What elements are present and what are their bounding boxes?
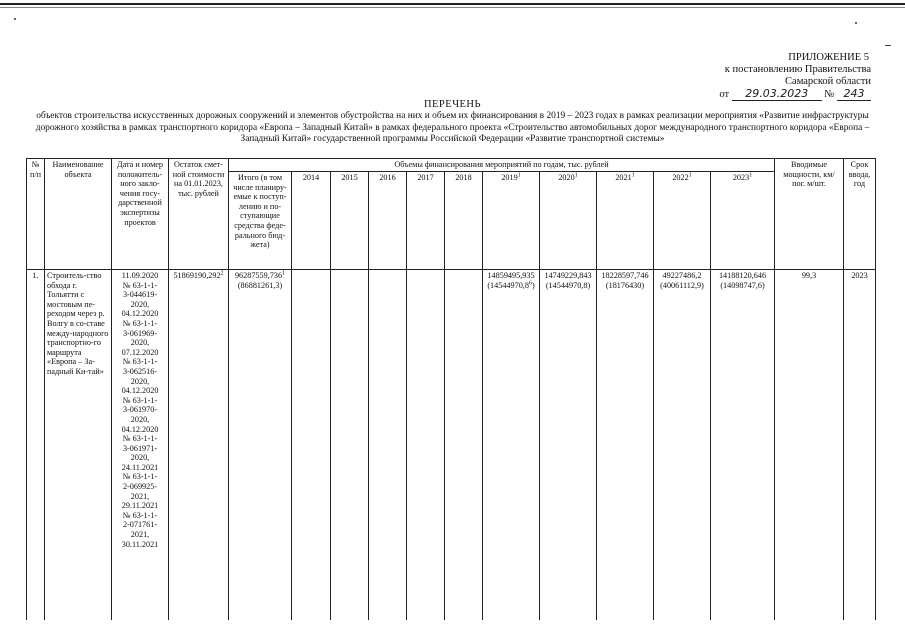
expertise-line: 3-062516- (122, 366, 158, 376)
expertise-line: 2020, (130, 299, 150, 309)
expertise-line: № 63-1-1- (122, 280, 158, 290)
appendix-decree-line: к постановлению Правительства (724, 64, 871, 75)
appendix-number-sign: № (824, 89, 835, 100)
scan-speck (855, 22, 857, 24)
expertise-line: 04.12.2020 (121, 386, 159, 396)
header-year-2015: 2015 (331, 172, 369, 270)
header-year-2019: 2019$^1$ (483, 172, 540, 270)
expertise-line: 29.11.2021 (121, 501, 159, 511)
cell-2023: 14188120,646 (14098747,6) (711, 270, 775, 620)
expertise-line: 2020, (130, 376, 150, 386)
header-num: № п/п (27, 159, 45, 270)
cell-remaining-cost: 51869190,292$^2$ (169, 270, 229, 620)
header-remaining-cost: Остаток смет-ной стоимости на 01.01.2023, тыс. рублей (169, 159, 229, 270)
appendix-date-handwritten: 29.03.2023 (732, 88, 822, 101)
appendix-heading: ПРИЛОЖЕНИЕ 5 (788, 52, 869, 63)
scan-border-shadow (0, 7, 905, 8)
expertise-line: 2021, (130, 491, 150, 501)
header-term: Срок ввода, год (844, 159, 876, 270)
header-year-2023: 2023$^1$ (711, 172, 775, 270)
cell-total: 96287559,736$^1$ (86881261,3) (229, 270, 292, 620)
expertise-line: 2-069925- (122, 482, 158, 492)
expertise-line: 3-061971- (122, 443, 158, 453)
expertise-line: № 63-1-1- (122, 395, 158, 405)
expertise-line: 3-061970- (122, 405, 158, 415)
expertise-line: 2-071761- (122, 520, 158, 530)
cell-2019: 14859495,935 (14544970,8$^6$) (483, 270, 540, 620)
cell-2015 (331, 270, 369, 620)
expertise-line: 04.12.2020 (121, 309, 159, 319)
header-year-2016: 2016 (369, 172, 407, 270)
expertise-line: 2020, (130, 453, 150, 463)
cell-2016 (369, 270, 407, 620)
document-subtitle: объектов строительства искусственных дорожных сооружений и элементов обустройства на них и объем их финансирования в 2019 – 2023 годах в рамках реализации мероприятия «Развитие инфраструктуры дорожного хозяйства в рамках транспортного коридора «Европа – Западный Китай» в рамках федерального проекта «Строительство автомобильных дорог международного транспортного коридора «Европа – Западный Китай» государственной программы Российской Федерации «Развитие транспортной системы» (35, 111, 870, 144)
appendix-region-line: Самарской области (785, 76, 871, 87)
header-year-2020: 2020$^1$ (540, 172, 597, 270)
expertise-line: 11.09.2020 (121, 271, 159, 280)
header-expertise: Дата и номер положитель-ного закло-чения госу-дарственной экспертизы проектов (112, 159, 169, 270)
expertise-line: 3-044619- (122, 290, 158, 300)
appendix-block (719, 52, 871, 101)
header-year-2021: 2021$^1$ (597, 172, 654, 270)
scan-speck (14, 18, 16, 20)
header-year-2014: 2014 (292, 172, 331, 270)
financing-table (26, 158, 876, 620)
scan-border-top (0, 3, 905, 5)
header-financing-group: Объемы финансирования мероприятий по годам, тыс. рублей (229, 159, 775, 172)
cell-2017 (407, 270, 445, 620)
header-year-2022: 2022$^1$ (654, 172, 711, 270)
header-name: Наименование объекта (45, 159, 112, 270)
expertise-line: 2021, (130, 530, 150, 540)
expertise-line: 3-061969- (122, 328, 158, 338)
cell-2021: 18228597,746 (18176430) (597, 270, 654, 620)
header-year-2017: 2017 (407, 172, 445, 270)
expertise-line: 2020, (130, 338, 150, 348)
expertise-line: 24.11.2021 (121, 462, 159, 472)
header-capacity: Вводимые мощности, км/пог. м/шт. (775, 159, 844, 270)
cell-term: 2023 (844, 270, 876, 620)
cell-object-name: Строитель-ство обхода г. Тольятти с мостовым пе-реходом через р. Волгу в со-ставе между-народного транспортно-го маршрута «Европа – За-падный Ки-тай» (45, 270, 112, 620)
table-row (27, 270, 876, 620)
cell-2014 (292, 270, 331, 620)
cell-capacity: 99,3 (775, 270, 844, 620)
cell-num: 1. (27, 270, 45, 620)
expertise-line: № 63-1-1- (122, 318, 158, 328)
appendix-ot-label: от (719, 89, 730, 100)
header-total: Итого (в том числе планиру-емые к поступ-лению и по-ступающие средства феде-рального бюд-жета) (229, 172, 292, 270)
expertise-line: № 63-1-1- (122, 434, 158, 444)
expertise-line: № 63-1-1- (122, 510, 158, 520)
expertise-line: 04.12.2020 (121, 424, 159, 434)
expertise-line: № 63-1-1- (122, 357, 158, 367)
cell-2020: 14749229,843 (14544970,8) (540, 270, 597, 620)
expertise-line: 2020, (130, 414, 150, 424)
cell-2022: 49227486,2 (40061112,9) (654, 270, 711, 620)
appendix-number-handwritten: 243 (837, 88, 871, 101)
scan-speck (885, 45, 891, 46)
expertise-line: № 63-1-1- (122, 472, 158, 482)
expertise-line: 07.12.2020 (121, 347, 159, 357)
document-title: ПЕРЕЧЕНЬ (423, 99, 482, 110)
header-year-2018: 2018 (445, 172, 483, 270)
cell-expertise-list (112, 270, 169, 620)
expertise-line: 30.11.2021 (121, 539, 159, 549)
cell-2018 (445, 270, 483, 620)
